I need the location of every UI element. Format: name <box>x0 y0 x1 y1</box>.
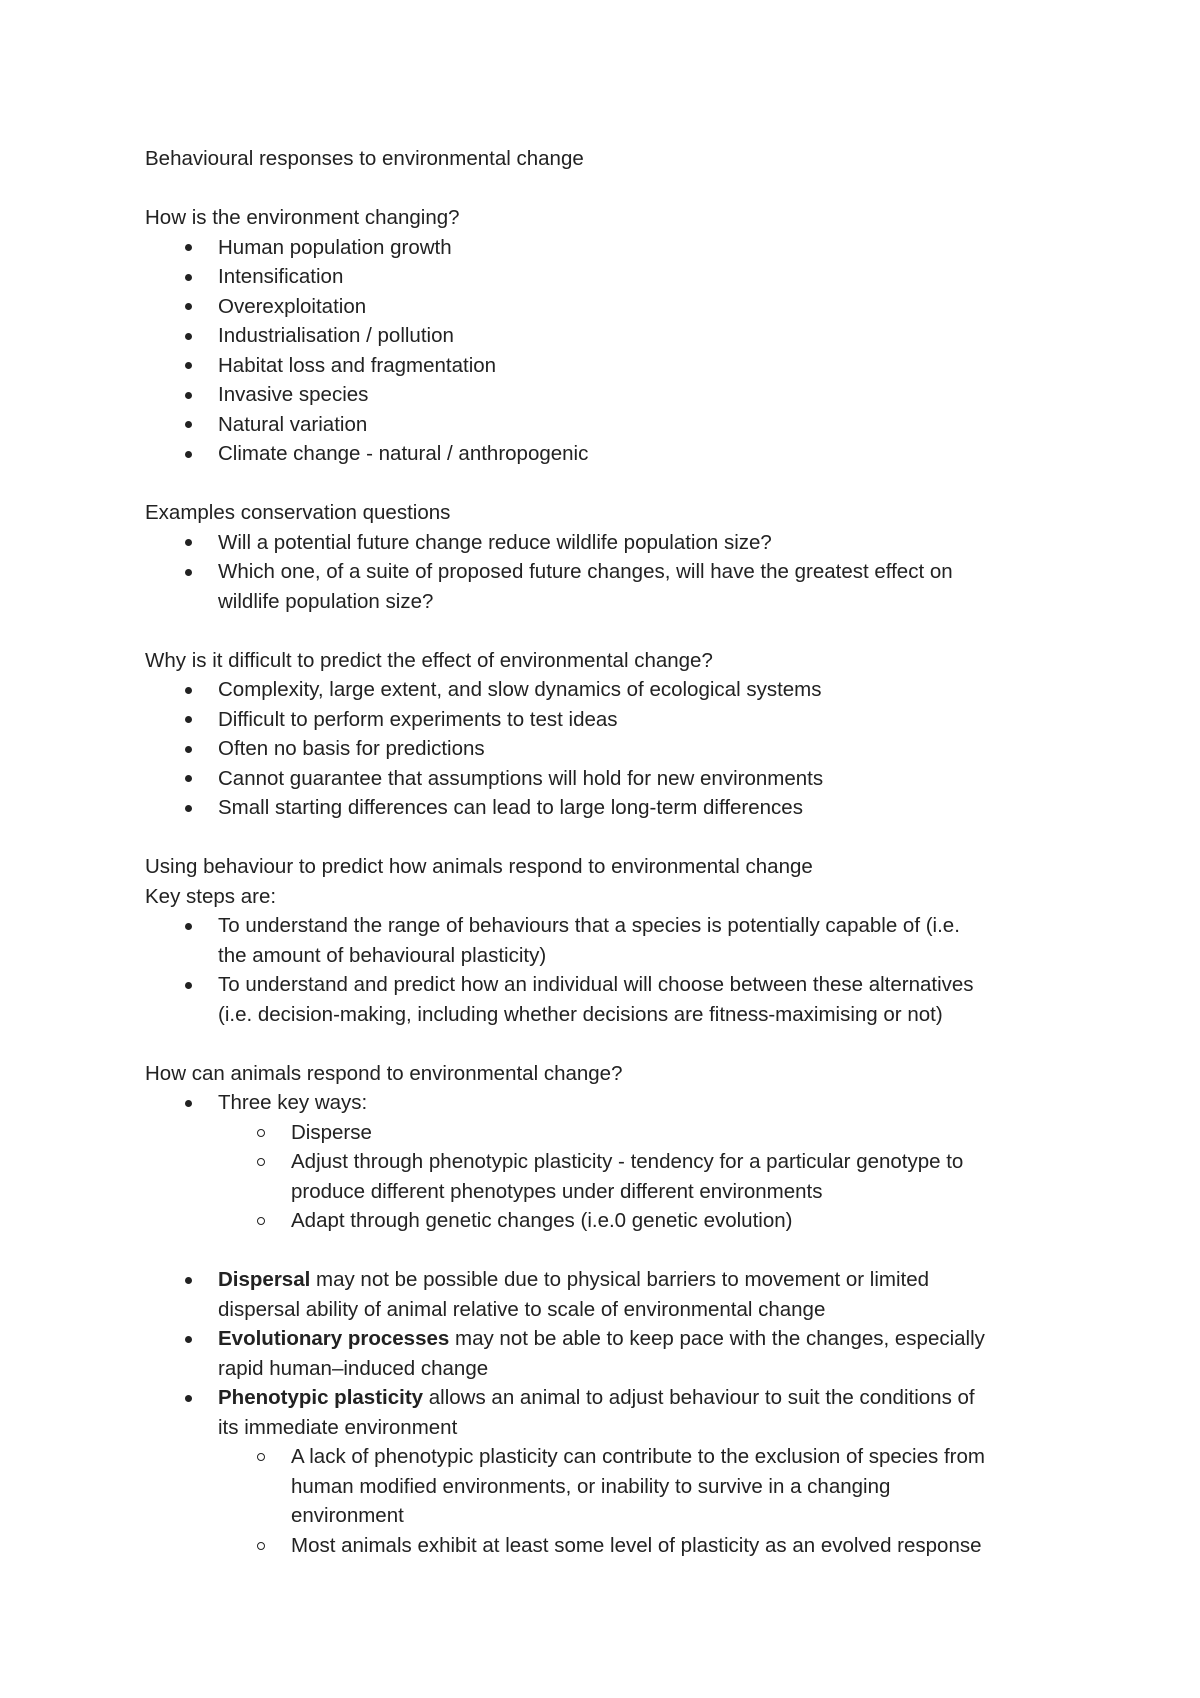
list-item-line: To understand the range of behaviours that a species is potentially capable of (i.e. <box>218 914 960 937</box>
list-item-line: its immediate environment <box>218 1415 458 1439</box>
document-body <box>145 144 1075 1560</box>
list-item-line: Which one, of a suite of proposed future changes, will have the greatest effect on <box>218 560 953 583</box>
list-item-line: A lack of phenotypic plasticity can contribute to the exclusion of species from <box>291 1445 985 1468</box>
section-heading-respond: How can animals respond to environmental change? <box>145 1061 623 1085</box>
list-item-line <box>218 1265 1075 1295</box>
list-item-line: the amount of behavioural plasticity) <box>218 943 547 967</box>
list-item-line: Three key ways: <box>218 1091 368 1114</box>
list-item-dispersal <box>145 1265 1075 1324</box>
list-item: Climate change - natural / anthropogenic <box>145 439 1075 469</box>
sublist-item: Most animals exhibit at least some level of plasticity as an evolved response <box>145 1531 1075 1561</box>
list-item: Industrialisation / pollution <box>145 321 1075 351</box>
list-item: Often no basis for predictions <box>145 734 1075 764</box>
list-item-line: produce different phenotypes under different environments <box>291 1179 823 1203</box>
sublist-item <box>145 1147 1075 1206</box>
section-subheading-key-steps: Key steps are: <box>145 884 277 908</box>
list-item-line: To understand and predict how an individual will choose between these alternatives <box>218 973 974 996</box>
list-item <box>145 557 1075 616</box>
plasticity-text: allows an animal to adjust behaviour to suit the conditions of <box>423 1386 975 1409</box>
sublist-item: Disperse <box>145 1118 1075 1148</box>
list-item-line: dispersal ability of animal relative to scale of environmental change <box>218 1297 826 1321</box>
section-heading-difficult: Why is it difficult to predict the effect of environmental change? <box>145 648 713 672</box>
list-item: Intensification <box>145 262 1075 292</box>
section-heading-changing: How is the environment changing? <box>145 206 460 229</box>
list-item-line <box>218 1383 1075 1413</box>
sublist-item <box>145 1442 1075 1531</box>
term-phenotypic-plasticity: Phenotypic plasticity <box>218 1386 424 1409</box>
list-item <box>145 911 1075 970</box>
list-item: Human population growth <box>145 233 1075 263</box>
list-item <box>145 1088 1075 1236</box>
list-item: Overexploitation <box>145 292 1075 322</box>
document-title: Behavioural responses to environmental change <box>145 147 584 170</box>
list-item-evolution <box>145 1324 1075 1383</box>
list-item-plasticity <box>145 1383 1075 1560</box>
list-item-line: Adjust through phenotypic plasticity - tendency for a particular genotype to <box>291 1150 964 1173</box>
list-item: Habitat loss and fragmentation <box>145 351 1075 381</box>
sublist-item: Adapt through genetic changes (i.e.0 genetic evolution) <box>145 1206 1075 1236</box>
changing-list <box>145 233 1075 469</box>
list-item: Cannot guarantee that assumptions will hold for new environments <box>145 764 1075 794</box>
term-dispersal: Dispersal <box>218 1268 311 1291</box>
list-item-line <box>218 1324 1075 1354</box>
list-item: Small starting differences can lead to large long-term differences <box>145 793 1075 823</box>
list-item: Will a potential future change reduce wildlife population size? <box>145 528 1075 558</box>
mechanisms-list <box>145 1265 1075 1560</box>
list-item-line: human modified environments, or inability to survive in a changing <box>291 1474 891 1498</box>
section-heading-behaviour: Using behaviour to predict how animals respond to environmental change <box>145 855 813 878</box>
list-item-line: (i.e. decision-making, including whether decisions are fitness-maximising or not) <box>218 1002 943 1026</box>
list-item: Natural variation <box>145 410 1075 440</box>
plasticity-sublist <box>145 1442 1075 1560</box>
evolution-text: may not be able to keep pace with the changes, especially <box>449 1327 985 1350</box>
term-evolutionary-processes: Evolutionary processes <box>218 1327 450 1350</box>
dispersal-text: may not be possible due to physical barriers to movement or limited <box>310 1268 930 1291</box>
list-item-line: environment <box>291 1504 404 1527</box>
list-item: Complexity, large extent, and slow dynamics of ecological systems <box>145 675 1075 705</box>
difficult-list <box>145 675 1075 823</box>
list-item-line: wildlife population size? <box>218 589 434 613</box>
list-item-line: rapid human–induced change <box>218 1356 489 1380</box>
list-item: Invasive species <box>145 380 1075 410</box>
examples-list <box>145 528 1075 617</box>
list-item <box>145 970 1075 1029</box>
respond-list <box>145 1088 1075 1236</box>
key-steps-list <box>145 911 1075 1029</box>
list-item: Difficult to perform experiments to test ideas <box>145 705 1075 735</box>
ways-sublist <box>145 1118 1075 1236</box>
section-heading-examples: Examples conservation questions <box>145 501 451 524</box>
